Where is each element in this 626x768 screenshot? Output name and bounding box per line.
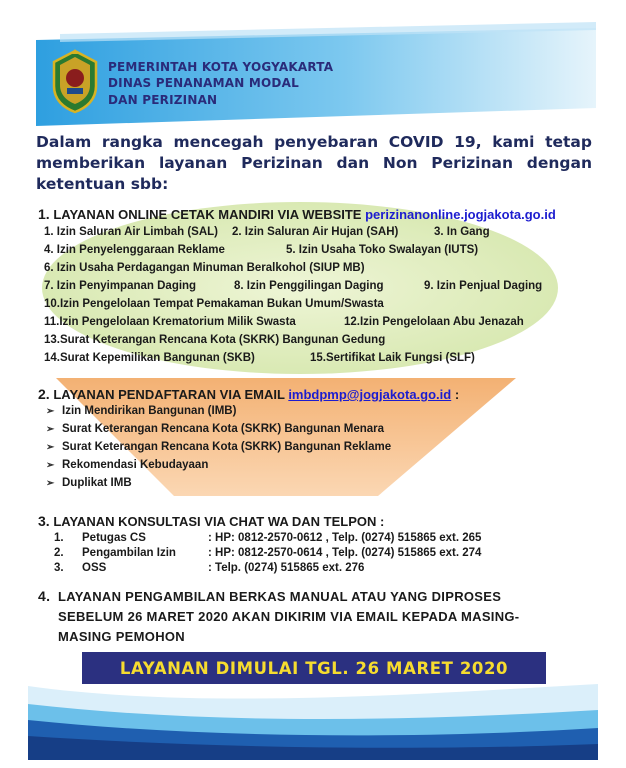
list-item: 13.Surat Keterangan Rencana Kota (SKRK) Bangunan Gedung — [44, 334, 386, 346]
arrow-bullet-icon: ➢ — [46, 406, 55, 417]
org-name-line1: PEMERINTAH KOTA YOGYAKARTA — [108, 60, 334, 74]
contact-row-number: 3. — [54, 562, 64, 574]
arrow-bullet-icon: ➢ — [46, 478, 55, 489]
section4-line3: MASING PEMOHON — [58, 629, 185, 644]
list-item: 3. In Gang — [434, 226, 490, 238]
section3-heading — [38, 513, 384, 529]
section4-line1: LAYANAN PENGAMBILAN BERKAS MANUAL ATAU YANG DIPROSES — [58, 589, 502, 604]
section2-colon: : — [454, 387, 460, 402]
section4-line2: SEBELUM 26 MARET 2020 AKAN DIKIRIM VIA EMAIL KEPADA MASING- — [58, 609, 520, 624]
list-item: 11.Izin Pengelolaan Krematorium Milik Swasta — [44, 316, 296, 328]
email-link[interactable]: imbdpmp@jogjakota.go.id — [288, 387, 452, 402]
org-name-line3: DAN PERIZINAN — [108, 93, 218, 107]
list-item-label: Izin Mendirikan Bangunan (IMB) — [62, 405, 237, 417]
contact-row — [54, 532, 481, 544]
section2-title: LAYANAN PENDAFTARAN VIA EMAIL — [53, 387, 285, 402]
list-item: 8. Izin Penggilingan Daging — [234, 280, 384, 292]
section4-number: 4. — [38, 588, 51, 604]
contact-row-label: Petugas CS — [82, 532, 146, 544]
city-emblem-icon — [50, 48, 100, 114]
contact-row — [54, 562, 364, 574]
list-item: 12.Izin Pengelolaan Abu Jenazah — [344, 316, 524, 328]
list-item-label: Duplikat IMB — [62, 477, 132, 489]
arrow-bullet-icon: ➢ — [46, 424, 55, 435]
contact-row-label: OSS — [82, 562, 107, 574]
list-item: 10.Izin Pengelolaan Tempat Pemakaman Bukan Umum/Swasta — [44, 298, 384, 310]
list-item — [46, 441, 391, 453]
list-item — [46, 423, 384, 435]
list-item — [46, 405, 236, 417]
list-item: 4. Izin Penyelenggaraan Reklame — [44, 244, 225, 256]
contact-row-value: : HP: 0812-2570-0614 , Telp. (0274) 515865 ext. 274 — [208, 547, 482, 559]
list-item — [46, 477, 132, 489]
intro-paragraph: Dalam rangka mencegah penyebaran COVID 19, kami tetap memberikan layanan Perizinan dan Non Perizinan dengan ketentuan sbb: — [36, 133, 592, 193]
list-item: 7. Izin Penyimpanan Daging — [44, 280, 197, 292]
section1-number: 1. — [38, 206, 50, 222]
section3-number: 3. — [38, 513, 50, 529]
list-item — [46, 459, 208, 471]
list-item: 1. Izin Saluran Air Limbah (SAL) — [44, 226, 219, 238]
section1-heading — [38, 206, 556, 222]
section1-title: LAYANAN ONLINE CETAK MANDIRI VIA WEBSITE — [53, 207, 362, 222]
section2-number: 2. — [38, 386, 50, 402]
section3-title: LAYANAN KONSULTASI VIA CHAT WA DAN TELPON : — [53, 514, 385, 529]
list-item: 15.Sertifikat Laik Fungsi (SLF) — [310, 352, 475, 364]
banner-text: LAYANAN DIMULAI TGL. 26 MARET 2020 — [119, 658, 509, 678]
website-link[interactable]: perizinanonline.jogjakota.go.id — [365, 207, 556, 222]
org-name-line2: DINAS PENANAMAN MODAL — [108, 76, 299, 90]
list-item: 6. Izin Usaha Perdagangan Minuman Beralkohol (SIUP MB) — [44, 262, 365, 274]
contact-row-value: : HP: 0812-2570-0612 , Telp. (0274) 515865 ext. 265 — [208, 532, 482, 544]
list-item: 2. Izin Saluran Air Hujan (SAH) — [232, 226, 399, 238]
section2-heading — [38, 386, 459, 402]
contact-row-number: 2. — [54, 547, 64, 559]
list-item: 14.Surat Kepemilikan Bangunan (SKB) — [44, 352, 255, 364]
list-item-label: Rekomendasi Kebudayaan — [62, 459, 209, 471]
contact-row — [54, 547, 481, 559]
arrow-bullet-icon: ➢ — [46, 442, 55, 453]
contact-row-value: : Telp. (0274) 515865 ext. 276 — [208, 562, 365, 574]
footer-wave-decoration — [0, 680, 626, 768]
contact-row-label: Pengambilan Izin — [82, 547, 176, 559]
list-item-label: Surat Keterangan Rencana Kota (SKRK) Bangunan Reklame — [62, 441, 392, 453]
list-item: 5. Izin Usaha Toko Swalayan (IUTS) — [286, 244, 479, 256]
arrow-bullet-icon: ➢ — [46, 460, 55, 471]
list-item: 9. Izin Penjual Daging — [424, 280, 543, 292]
list-item-label: Surat Keterangan Rencana Kota (SKRK) Bangunan Menara — [62, 423, 385, 435]
contact-row-number: 1. — [54, 532, 64, 544]
